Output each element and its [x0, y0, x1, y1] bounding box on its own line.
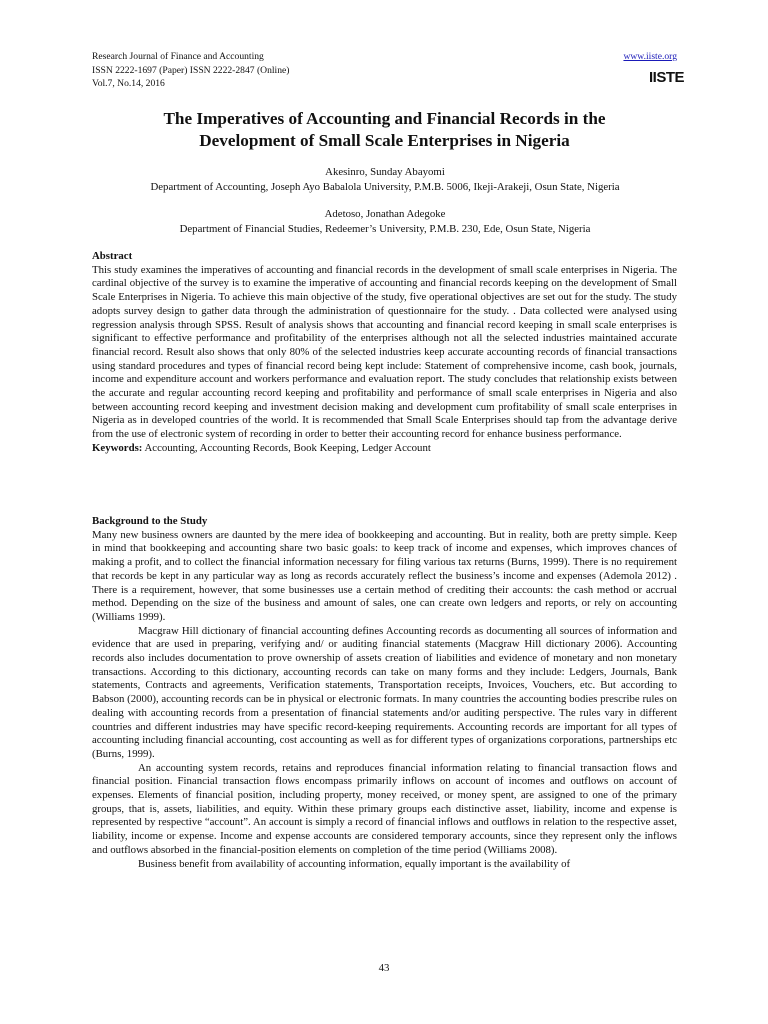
- author-name: Akesinro, Sunday Abayomi: [325, 166, 445, 178]
- journal-volume: Vol.7, No.14, 2016: [92, 78, 165, 89]
- background-heading: Background to the Study: [92, 515, 208, 527]
- journal-header: [92, 50, 685, 91]
- keywords-line: [92, 442, 677, 456]
- author-affiliation: Department of Financial Studies, Redeemer’s University, P.M.B. 230, Ede, Osun State, Nigeria: [179, 222, 591, 235]
- background-paragraph-2: Macgraw Hill dictionary of financial accounting defines Accounting records as documenting all sources of information and evidence that are used in preparing, verifying and/ or auditing financial statements (Macgraw Hill dictionary 2006). Accounting records also includes documentation to prove ownership of assets creation of liabilities and evidence of monetary and non monetary transactions. According to this dictionary, accounting records can take on many forms and they include: Ledgers, Journals, Bank statements, Contracts and agreements, Verification statements, Transportation receipts, Invoices, Vouchers, etc. But according to Babson (2000), accounting records can be in physical or electronic formats. In many countries the accounting bodies prescribe rules on dealing with accounting records from a presentation of financial statements and/or auditing perspective. The rules vary in different countries and different industries may have specific record-keeping requirements. Accounting records are important for all types of accounting including financial accounting, cost accounting as well as for different types of organizations corporations, partnerships etc (Burns, 1999).: [92, 624, 677, 760]
- keywords-list: Accounting, Accounting Records, Book Keeping, Ledger Account: [144, 441, 431, 454]
- paper-title: [92, 108, 677, 152]
- background-paragraph-3: An accounting system records, retains and reproduces financial information relating to financial transaction flows and financial position. Financial transaction flows encompass primarily inflows on account of incomes and outflows on account of expenses. Elements of financial position, including property, money received, or money spent, are assigned to one of the primary groups, that is, assets, liabilities, and equity. Within these primary groups each distinctive asset, liability, income and expense is represented by respective “account”. An account is simply a record of financial inflows and outflows in relation to the respective asset, liability, income or expense. Income and expense accounts are considered temporary accounts, since they represent only the inflows and outflows absorbed in the financial-position elements on completion of the time period (Williams 2008).: [92, 761, 677, 856]
- abstract-heading: Abstract: [92, 250, 133, 262]
- iiste-logo: IISTE: [649, 69, 685, 86]
- author-affiliation: Department of Accounting, Joseph Ayo Babalola University, P.M.B. 5006, Ikeji-Arakeji, Osun State, Nigeria: [150, 180, 620, 193]
- title-line-1: The Imperatives of Accounting and Financial Records in the: [163, 109, 606, 128]
- abstract-text: This study examines the imperatives of accounting and financial records in the development of small scale enterprises in Nigeria. The cardinal objective of the survey is to examine the imperative of accounting and financial records keeping on the development of Small Scale Enterprises in Nigeria. To achieve this main objective of the study, five operational objectives are set out for the study. The study adopts survey design to gather data through the administration of questionnaire for the study. . Data collected were analysed using regression analysis through SPSS. Result of analysis shows that accounting and financial record keeping in small scale enterprises is significant to effective performance and profitability of the enterprises although not all the selected industries maintained accurate financial record. Result also shows that only 80% of the selected industries keep accurate accounting records of financial transactions using standard procedures and types of financial record being kept include: Statement of comprehensive income, cash book, journals, income and expenditure account and workers performance and evaluation report. The study concludes that relationship exists between the accurate and regular accounting record keeping and profitability and performance of small scale enterprises in Nigeria and also between accounting record keeping and investment decision making and development cum profitability of small scale enterprises in Nigeria as in developed countries of the world. It is recommended that Small Scale Enterprises should tap from the advantage derive from the use of electronic system of recording in order to better their accounting record for enhance business performance.: [92, 263, 677, 441]
- keywords-label: Keywords:: [92, 441, 143, 454]
- journal-name: Research Journal of Finance and Accounting: [92, 51, 264, 62]
- journal-website-link[interactable]: www.iiste.org: [623, 51, 677, 62]
- background-paragraph-1: Many new business owners are daunted by the mere idea of bookkeeping and accounting. But in reality, both are pretty simple. Keep in mind that bookkeeping and accounting share two basic goals: to keep track of income and expenses, which improves chances of making a profit, and to collect the financial information necessary for filing various tax returns (Burns, 1999). There is no requirement that records be kept in any particular way as long as records accurately reflect the business’s income and expenses (Ademola 2012) . There is a requirement, however, that some businesses use a certain method of crediting their accounts: the cash method or accrual method. Depending on the size of the business and amount of sales, one can create own ledgers and reports, or rely on accounting (Williams 1999).: [92, 528, 677, 623]
- journal-issn: ISSN 2222-1697 (Paper) ISSN 2222-2847 (Online): [92, 64, 290, 76]
- title-line-2: Development of Small Scale Enterprises in Nigeria: [199, 131, 570, 150]
- abstract-section: [92, 250, 677, 456]
- background-section: [92, 515, 677, 871]
- page-number: 43: [378, 962, 390, 974]
- background-paragraph-4: Business benefit from availability of accounting information, equally important is the availability of: [138, 857, 571, 870]
- author-name: Adetoso, Jonathan Adegoke: [324, 208, 446, 220]
- author-block-1: [80, 165, 690, 194]
- author-block-2: [80, 207, 690, 236]
